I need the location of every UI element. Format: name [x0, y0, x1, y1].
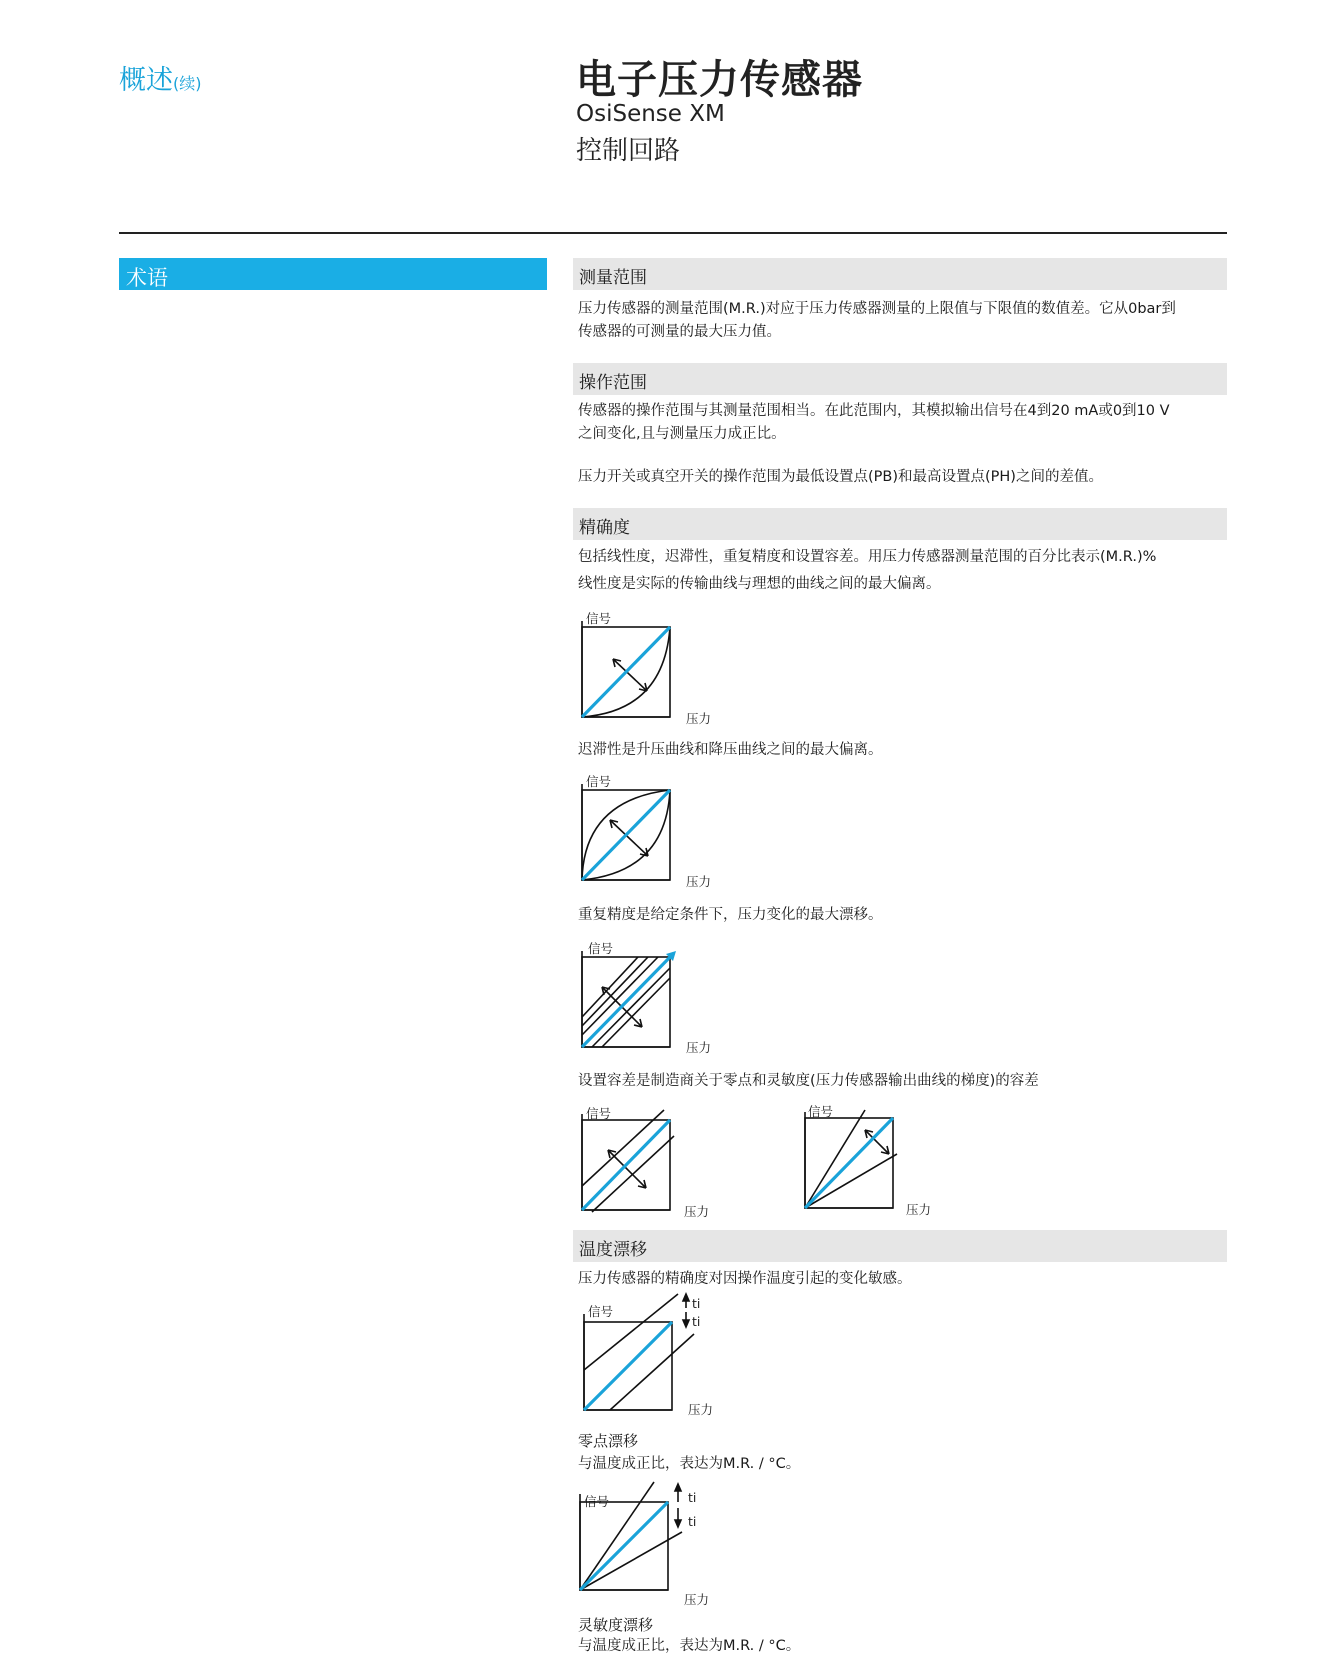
heading-text: 温度漂移: [579, 1240, 647, 1260]
tolerance-text: 设置容差是制造商关于零点和灵敏度(压力传感器输出曲线的梯度)的容差: [578, 1073, 1039, 1089]
sensitivity-tolerance-diagram: [793, 1106, 903, 1216]
steep-tolerance-line: [805, 1110, 865, 1208]
fig1-x-label: 压力: [686, 711, 712, 726]
zero-drift-title: 零点漂移: [578, 1432, 639, 1450]
page-title: 电子压力传感器: [576, 57, 863, 103]
oprange-text-2: 之间变化,且与测量压力成正比。: [578, 426, 786, 442]
ideal-curve: [582, 790, 670, 880]
fig6-t-label-2: ti: [688, 1514, 697, 1529]
down-arrow-head: [675, 1520, 681, 1527]
terms-label: 术语: [126, 266, 168, 290]
fig3-y-label: 信号: [588, 941, 614, 956]
heading-text: 精确度: [579, 518, 630, 538]
repeat-text: 重复精度是给定条件下，压力变化的最大漂移。: [578, 907, 883, 923]
sensitivity-drift-desc: 与温度成正比，表达为M.R. / °C。: [578, 1638, 801, 1654]
sensitivity-drift-title: 灵敏度漂移: [578, 1616, 654, 1634]
section-heading-accuracy: [573, 508, 1227, 540]
fig5-t-label-1: ti: [692, 1296, 701, 1311]
ideal-curve: [582, 1120, 670, 1210]
sensitivity-drift-diagram: [568, 1480, 698, 1610]
fig2-x-label: 压力: [686, 874, 712, 889]
overview-cont: (续): [173, 74, 202, 93]
fig6-t-label-1: ti: [688, 1490, 697, 1505]
range-text-1: 压力传感器的测量范围(M.R.)对应于压力传感器测量的上限值与下限值的数值差。它从0bar到: [578, 301, 1176, 317]
temp-text-1: 压力传感器的精确度对因操作温度引起的变化敏感。: [578, 1271, 912, 1287]
fig3-x-label: 压力: [686, 1040, 712, 1055]
down-arrow-head: [683, 1320, 689, 1327]
steep-drift-line: [580, 1482, 654, 1590]
ideal-curve: [805, 1118, 893, 1208]
header-divider: [119, 232, 1227, 234]
ideal-curve: [580, 1502, 668, 1590]
accuracy-text-2: 线性度是实际的传输曲线与理想的曲线之间的最大偏离。: [578, 576, 941, 592]
drift-line-4: [592, 968, 670, 1047]
section-heading-operating-range: [573, 363, 1227, 395]
accuracy-text-1: 包括线性度，迟滞性，重复精度和设置容差。用压力传感器测量范围的百分比表示(M.R.)%: [578, 549, 1157, 565]
fig4a-x-label: 压力: [684, 1204, 710, 1219]
heading-text: 操作范围: [579, 373, 647, 393]
page-subtitle-category: 控制回路: [576, 136, 681, 166]
page-subtitle-product: OsiSense XM: [576, 101, 725, 127]
deviation-arrow: [608, 1150, 646, 1188]
deviation-arrow: [613, 659, 647, 691]
hysteresis-text: 迟滞性是升压曲线和降压曲线之间的最大偏离。: [578, 742, 883, 758]
zero-drift-desc: 与温度成正比，表达为M.R. / °C。: [578, 1456, 801, 1472]
fig6-y-label: 信号: [584, 1494, 610, 1509]
linearity-diagram: [570, 615, 680, 725]
deviation-arrow: [610, 820, 648, 856]
section-heading-measuring-range: [573, 258, 1227, 290]
fig4b-y-label: 信号: [808, 1104, 834, 1119]
terms-sidebar-bar: [119, 258, 547, 290]
drift-line-1: [582, 957, 658, 1035]
fig6-x-label: 压力: [684, 1592, 710, 1607]
repeatability-diagram: [570, 945, 680, 1055]
oprange-text-1: 传感器的操作范围与其测量范围相当。在此范围内，其模拟输出信号在4到20 mA或0到10 V: [578, 403, 1170, 419]
ideal-curve: [582, 627, 670, 717]
hysteresis-diagram: [570, 778, 680, 888]
up-arrow-head: [683, 1294, 689, 1301]
fig5-x-label: 压力: [688, 1402, 714, 1417]
fig4b-x-label: 压力: [906, 1202, 932, 1217]
upper-tolerance-line: [582, 1110, 664, 1186]
zero-drift-diagram: [572, 1290, 702, 1420]
fig1-y-label: 信号: [586, 611, 612, 626]
drift-line-5: [602, 978, 670, 1047]
section-heading-temperature-drift: [573, 1230, 1227, 1262]
overview-text: 概述: [119, 65, 173, 96]
fig5-t-label-2: ti: [692, 1314, 701, 1329]
zero-tolerance-diagram: [570, 1108, 680, 1218]
fig2-y-label: 信号: [586, 774, 612, 789]
fig4a-y-label: 信号: [586, 1106, 612, 1121]
range-text-2: 传感器的可测量的最大压力值。: [578, 324, 781, 340]
oprange-text-3: 压力开关或真空开关的操作范围为最低设置点(PB)和最高设置点(PH)之间的差值。: [578, 469, 1103, 485]
fig5-y-label: 信号: [588, 1304, 614, 1319]
heading-text: 测量范围: [579, 268, 647, 288]
up-arrow-head: [675, 1484, 681, 1491]
section-overview-label: [119, 58, 202, 97]
